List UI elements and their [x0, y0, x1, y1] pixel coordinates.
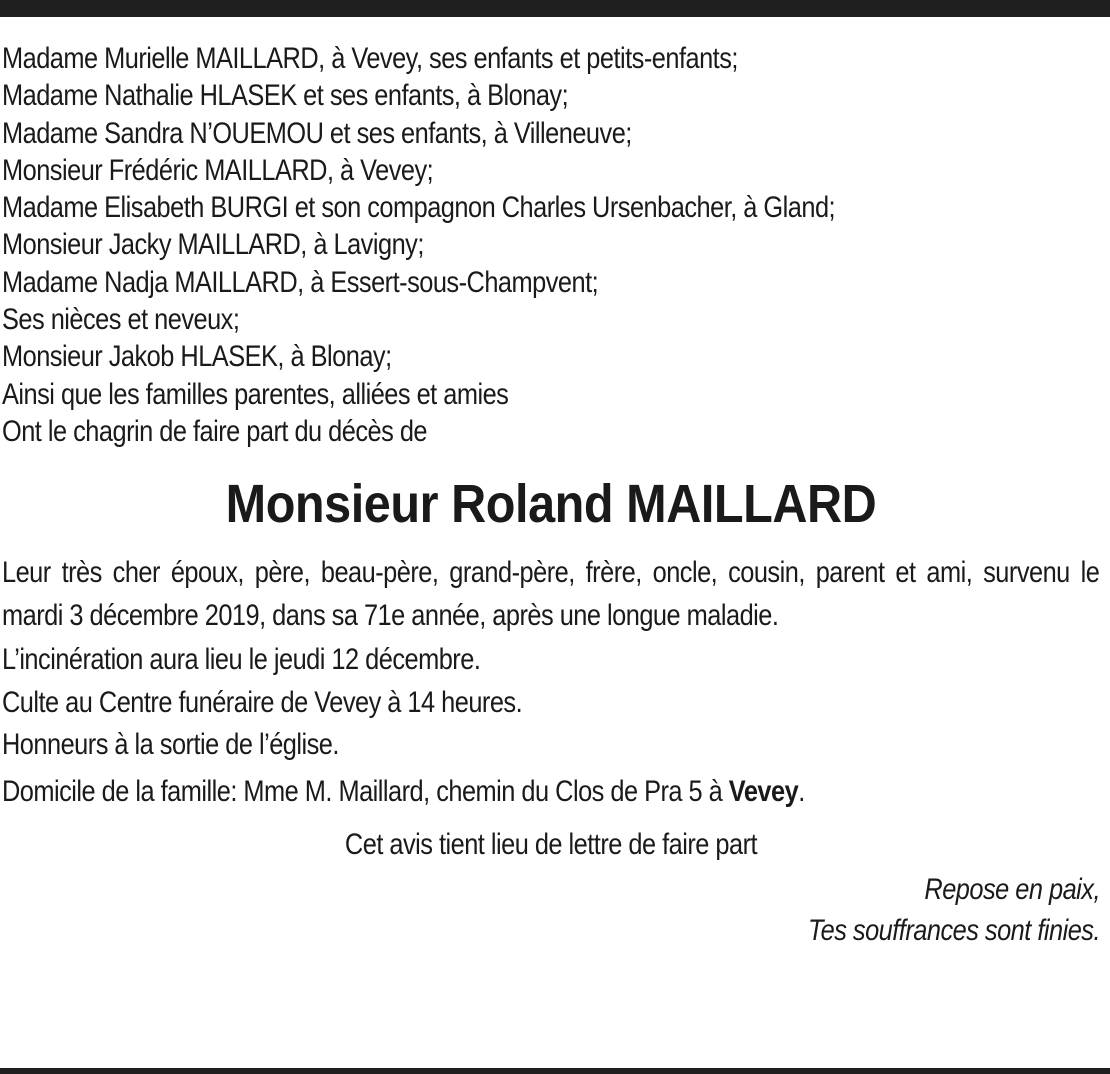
- family-address: [2, 771, 946, 814]
- mourner-line: Monsieur Jacky MAILLARD, à Lavigny;: [2, 228, 424, 262]
- address-city: Vevey: [728, 774, 799, 808]
- mourner-line: Monsieur Frédéric MAILLARD, à Vevey;: [2, 153, 434, 187]
- mourner-line: Madame Murielle MAILLARD, à Vevey, ses enfants et petits-enfants;: [2, 42, 738, 75]
- mourner-line: Ses nièces et neveux;: [2, 303, 240, 337]
- epitaph-line: Repose en paix,: [924, 873, 1100, 907]
- ceremony-line: Culte au Centre funéraire de Vevey à 14 heures.: [2, 685, 523, 719]
- mourner-line: Madame Nadja MAILLARD, à Essert-sous-Champvent;: [2, 265, 599, 299]
- top-rule: [0, 0, 1110, 17]
- obituary-notice: [2, 40, 1100, 951]
- incineration-line: L’incinération aura lieu le jeudi 12 décembre.: [2, 643, 481, 677]
- tribute-paragraph: Leur très cher époux, père, beau-père, grand-père, frère, oncle, cousin, parent et ami, survenu le mardi 3 décembre 2019, dans sa 71e année, après une longue maladie.: [2, 556, 1100, 633]
- mourner-line: Madame Elisabeth BURGI et son compagnon Charles Ursenbacher, à Gland;: [2, 191, 836, 225]
- mourner-line: Monsieur Jakob HLASEK, à Blonay;: [2, 340, 392, 374]
- notice-line: Cet avis tient lieu de lettre de faire part: [344, 828, 758, 862]
- epitaph-line: Tes souffrances sont finies.: [807, 914, 1100, 948]
- announcement-line: Ont le chagrin de faire part du décès de: [2, 414, 428, 448]
- bottom-rule: [0, 1068, 1110, 1074]
- funeral-details: [2, 639, 946, 813]
- address-suffix: .: [798, 774, 805, 808]
- address-prefix: Domicile de la famille: Mme M. Maillard, chemin du Clos de Pra 5 à: [2, 774, 729, 808]
- mourner-line: Madame Nathalie HLASEK et ses enfants, à Blonay;: [2, 79, 569, 113]
- mourner-line: Ainsi que les familles parentes, alliées et amies: [2, 377, 509, 411]
- mourner-line: Madame Sandra N’OUEMOU et ses enfants, à Villeneuve;: [2, 116, 632, 150]
- deceased-name: Monsieur Roland MAILLARD: [225, 474, 877, 535]
- honours-line: Honneurs à la sortie de l’église.: [2, 728, 339, 762]
- epitaph: [156, 869, 1100, 951]
- mourners-list: [2, 40, 946, 450]
